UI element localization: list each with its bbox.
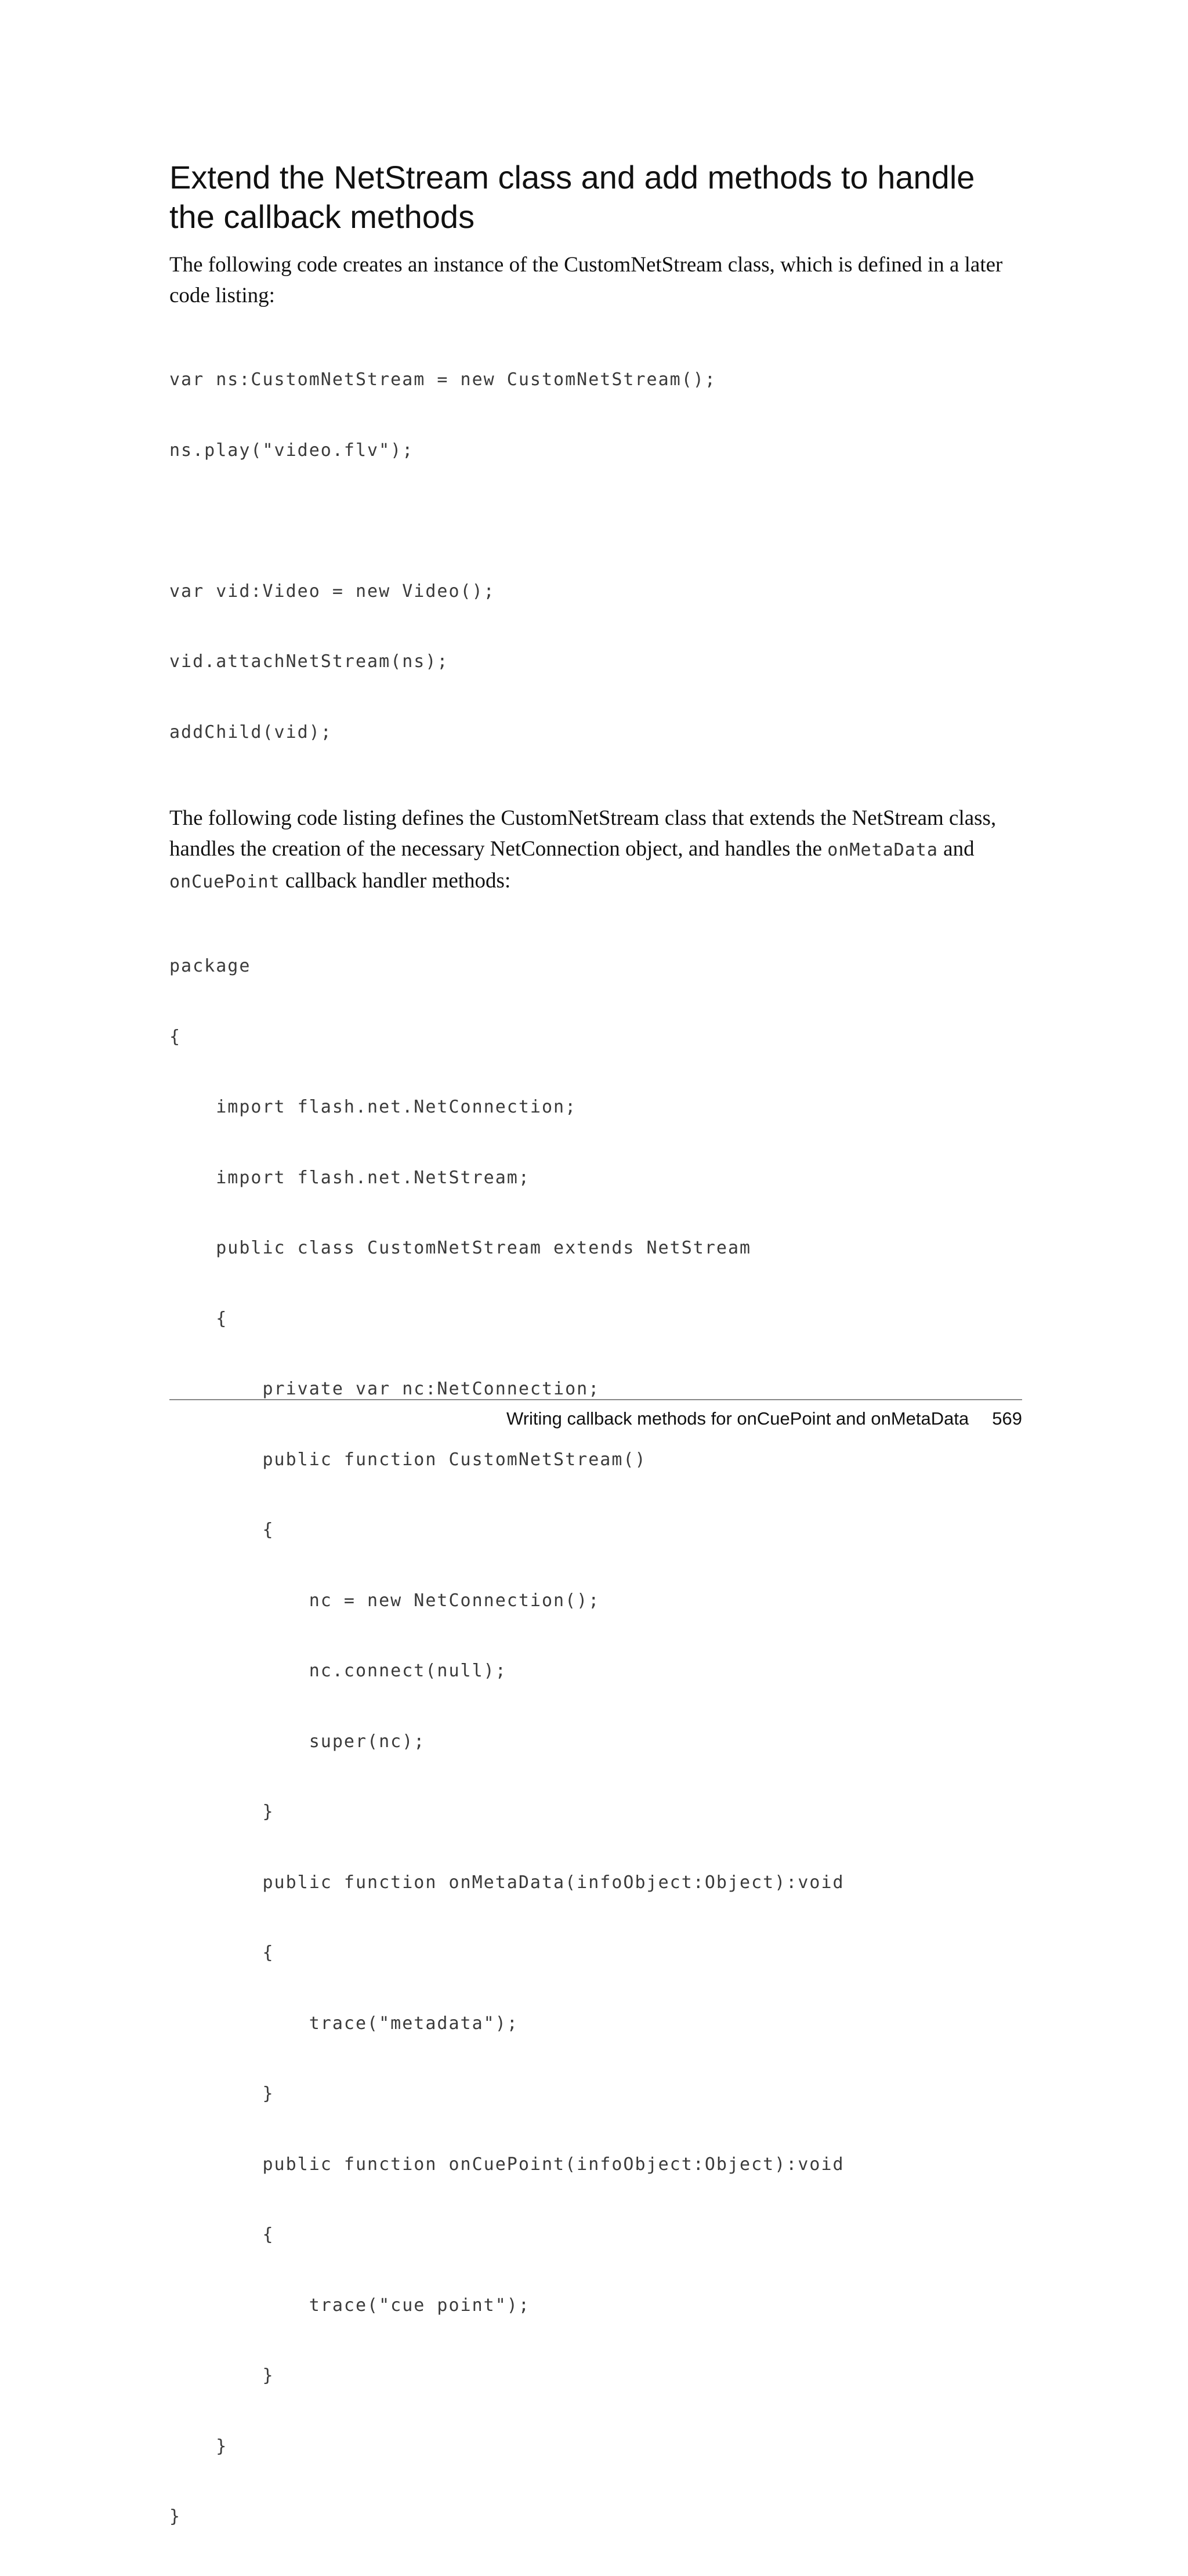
code-line: { xyxy=(169,2224,274,2245)
page-footer xyxy=(506,1408,1022,1429)
code-line: trace("cue point"); xyxy=(169,2295,530,2316)
intro-paragraph: The following code creates an instance of the CustomNetStream class, which is defined in a later code listing: xyxy=(169,253,1003,307)
code-line: vid.attachNetStream(ns); xyxy=(169,651,449,672)
code-line: { xyxy=(169,1943,274,1963)
code-line: public function CustomNetStream() xyxy=(169,1449,647,1470)
class-description-paragraph xyxy=(169,803,1022,897)
section-heading: Extend the NetStream class and add methods to handle the callback methods xyxy=(169,159,975,235)
code-line: nc.connect(null); xyxy=(169,1661,507,1681)
paragraph-tail: callback handler methods: xyxy=(280,869,511,893)
code-line: } xyxy=(169,1802,274,1822)
code-listing-class xyxy=(169,908,1022,2576)
code-line: public class CustomNetStream extends NetStream xyxy=(169,1238,752,1258)
code-line: ns.play("video.flv"); xyxy=(169,440,414,461)
code-line: } xyxy=(169,2365,274,2386)
inline-code-onmetadata: onMetaData xyxy=(827,840,938,860)
code-line: addChild(vid); xyxy=(169,722,332,742)
code-line: public function onMetaData(infoObject:Object):void xyxy=(169,1872,845,1893)
footer-title: Writing callback methods for onCuePoint and onMetaData xyxy=(506,1408,969,1429)
code-line: } xyxy=(169,2436,228,2457)
code-line: package xyxy=(169,956,251,976)
code-line: trace("metadata"); xyxy=(169,2013,519,2034)
code-line: { xyxy=(169,1026,182,1047)
code-line: import flash.net.NetConnection; xyxy=(169,1097,577,1117)
code-line: public function onCuePoint(infoObject:Object):void xyxy=(169,2154,845,2175)
code-line: super(nc); xyxy=(169,1731,426,1752)
code-listing-usage xyxy=(169,321,1022,791)
inline-code-oncuepoint: onCuePoint xyxy=(169,872,280,892)
code-line: nc = new NetConnection(); xyxy=(169,1590,600,1611)
code-line: { xyxy=(169,1308,228,1329)
code-line: var vid:Video = new Video(); xyxy=(169,581,495,602)
paragraph-conjunction: and xyxy=(937,837,975,861)
footer-divider xyxy=(169,1399,1022,1400)
code-line: { xyxy=(169,1520,274,1540)
paragraph-text: The following code listing defines the CustomNetStream class that extends the NetStream class, handles the creation of the necessary NetConnection object, and handles the xyxy=(169,806,997,861)
code-line xyxy=(169,509,1022,533)
code-line: } xyxy=(169,2506,182,2527)
code-line: } xyxy=(169,2084,274,2104)
page-content xyxy=(169,158,1022,2576)
code-line: private var nc:NetConnection; xyxy=(169,1379,600,1399)
page-number: 569 xyxy=(992,1408,1022,1429)
code-line: var ns:CustomNetStream = new CustomNetStream(); xyxy=(169,369,716,390)
code-line: import flash.net.NetStream; xyxy=(169,1167,530,1188)
